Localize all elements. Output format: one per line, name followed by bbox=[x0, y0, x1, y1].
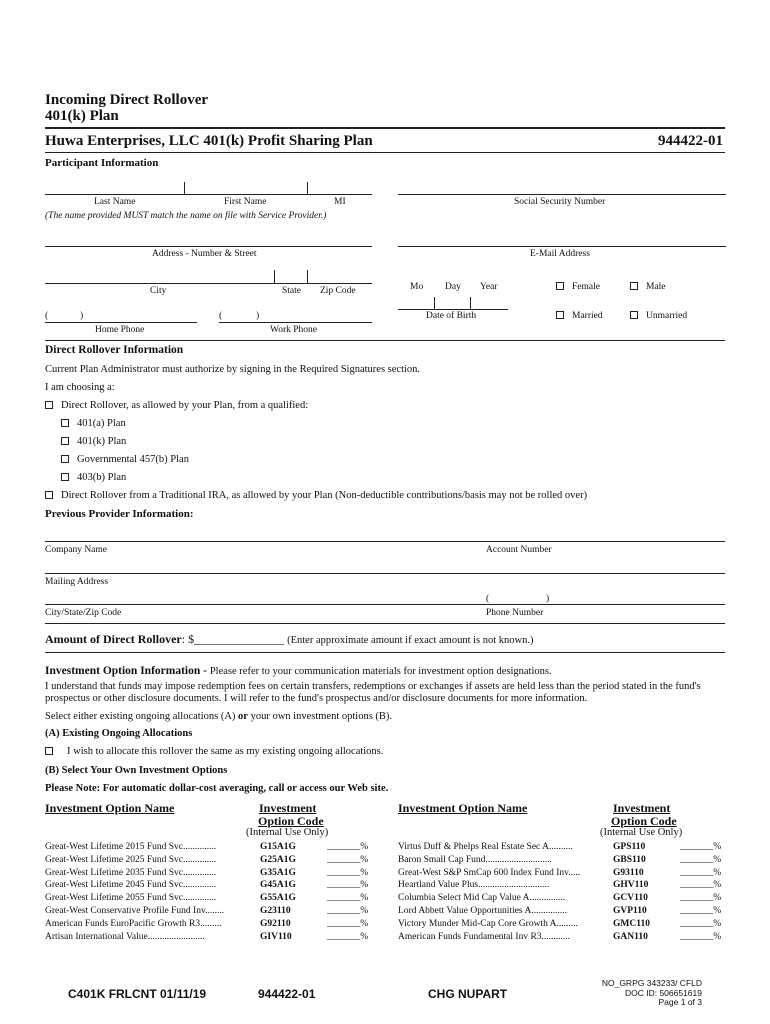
fund-percent-input[interactable]: _______% bbox=[327, 893, 369, 904]
option-403b[interactable] bbox=[61, 472, 126, 483]
fund-row bbox=[398, 906, 728, 918]
403b-label: 403(b) Plan bbox=[77, 472, 127, 483]
fund-percent-input[interactable]: _______% bbox=[680, 854, 722, 865]
fund-row bbox=[45, 855, 375, 867]
footer-form-id: C401K FRLCNT 01/11/19 bbox=[68, 987, 207, 1001]
home-phone-line[interactable] bbox=[45, 322, 197, 323]
fund-percent-input[interactable]: _______% bbox=[680, 867, 722, 878]
fund-code: G93110 bbox=[613, 867, 644, 878]
home-phone-paren-close: ) bbox=[80, 311, 84, 321]
unmarried-option[interactable] bbox=[630, 311, 687, 321]
amount-label: Amount of Direct Rollover bbox=[45, 632, 182, 646]
fund-percent-input[interactable]: _______% bbox=[327, 854, 369, 865]
fund-row bbox=[45, 842, 375, 854]
right-col-code-header-1: Investment bbox=[613, 801, 671, 815]
fund-percent-input[interactable]: _______% bbox=[680, 918, 722, 929]
ira-option[interactable] bbox=[45, 490, 587, 501]
select-or: or bbox=[238, 711, 248, 722]
plan-name: Huwa Enterprises, LLC 401(k) Profit Sharing Plan bbox=[45, 133, 373, 149]
fund-code: G45A1G bbox=[260, 880, 296, 891]
fund-percent-input[interactable]: _______% bbox=[327, 842, 369, 852]
dob-divider bbox=[470, 297, 471, 309]
fund-row bbox=[45, 906, 375, 918]
footer-plan-number: 944422-01 bbox=[258, 987, 316, 1001]
amount-row bbox=[45, 632, 534, 647]
fund-percent-input[interactable]: _______% bbox=[327, 880, 369, 891]
fund-name: Great-West S&P SmCap 600 Index Fund Inv..... bbox=[398, 867, 581, 878]
phone-number-label: Phone Number bbox=[486, 608, 544, 618]
married-option[interactable] bbox=[556, 311, 603, 321]
mailing-address-label: Mailing Address bbox=[45, 577, 109, 587]
fund-percent-input[interactable]: _______% bbox=[680, 880, 722, 891]
dob-label: Date of Birth bbox=[426, 311, 477, 321]
right-col-internal: (Internal Use Only) bbox=[600, 827, 683, 838]
fund-row bbox=[45, 919, 375, 931]
401a-label: 401(a) Plan bbox=[77, 418, 126, 429]
unmarried-checkbox[interactable] bbox=[630, 311, 638, 319]
footer-grpg: NO_GRPG 343233/ CFLD bbox=[601, 978, 702, 988]
investment-header bbox=[45, 661, 552, 679]
account-number-label: Account Number bbox=[486, 545, 552, 555]
option-a-title: (A) Existing Ongoing Allocations bbox=[45, 728, 193, 739]
left-col-internal: (Internal Use Only) bbox=[246, 827, 329, 838]
city-state-zip-label: City/State/Zip Code bbox=[45, 608, 122, 618]
fund-code: G55A1G bbox=[260, 893, 296, 904]
403b-checkbox[interactable] bbox=[61, 473, 69, 481]
city-divider bbox=[307, 270, 308, 283]
option-b-note: Please Note: For automatic dollar-cost averaging, call or access our Web site. bbox=[45, 783, 389, 794]
provider-phone-paren-open: ( bbox=[486, 594, 490, 604]
choosing-label: I am choosing a: bbox=[45, 382, 115, 393]
city-label: City bbox=[150, 286, 167, 296]
male-checkbox[interactable] bbox=[630, 282, 638, 290]
qualified-option[interactable] bbox=[45, 400, 308, 411]
email-line[interactable] bbox=[398, 246, 726, 247]
fund-name: American Funds Fundamental Inv R3............ bbox=[398, 931, 571, 942]
dob-line[interactable] bbox=[398, 309, 508, 310]
fund-name: Columbia Select Mid Cap Value A............... bbox=[398, 893, 566, 904]
fund-name: Great-West Lifetime 2035 Fund Svc.............. bbox=[45, 867, 217, 878]
name-divider bbox=[307, 182, 308, 194]
female-label: Female bbox=[572, 282, 600, 292]
footer-doc-id: DOC ID: 506651619 bbox=[624, 987, 702, 998]
fund-row bbox=[45, 868, 375, 880]
option-457b[interactable] bbox=[61, 454, 189, 465]
fund-percent-input[interactable]: _______% bbox=[680, 931, 722, 942]
city-divider bbox=[274, 270, 275, 283]
investment-section-note: Please refer to your communication materials for investment option designations. bbox=[209, 666, 552, 677]
city-state-zip-line[interactable] bbox=[45, 604, 725, 605]
fund-name: American Funds EuroPacific Growth R3......... bbox=[45, 918, 222, 929]
fund-name: Victory Munder Mid-Cap Core Growth A......... bbox=[398, 918, 578, 929]
457b-checkbox[interactable] bbox=[61, 455, 69, 463]
option-401k[interactable] bbox=[61, 436, 126, 447]
option-b-title: (B) Select Your Own Investment Options bbox=[45, 765, 228, 776]
plan-rule bbox=[45, 152, 725, 153]
name-note: (The name provided MUST match the name on file with Service Provider.) bbox=[45, 211, 327, 221]
participant-section-title: Participant Information bbox=[45, 157, 159, 169]
fund-name: Great-West Lifetime 2045 Fund Svc.............. bbox=[45, 880, 217, 891]
address-label: Address - Number & Street bbox=[152, 249, 257, 259]
fund-name: Heartland Value Plus.............................. bbox=[398, 880, 550, 891]
female-option[interactable] bbox=[556, 282, 600, 292]
option-401a[interactable] bbox=[61, 418, 126, 429]
footer-chg: CHG NUPART bbox=[428, 987, 508, 1001]
ssn-label: Social Security Number bbox=[514, 197, 606, 207]
ira-label: Direct Rollover from a Traditional IRA, as allowed by your Plan (Non-deductible contributions/basis may not be rolled over) bbox=[61, 490, 588, 501]
fund-name: Great-West Lifetime 2025 Fund Svc.............. bbox=[45, 854, 217, 865]
state-label: State bbox=[282, 286, 301, 296]
unmarried-label: Unmarried bbox=[646, 311, 688, 321]
company-line[interactable] bbox=[45, 541, 725, 542]
select-instruction bbox=[45, 711, 392, 722]
last-name-label: Last Name bbox=[94, 197, 136, 207]
457b-label: Governmental 457(b) Plan bbox=[77, 454, 189, 465]
first-name-label: First Name bbox=[224, 197, 267, 207]
right-col-name-header: Investment Option Name bbox=[398, 801, 528, 815]
fund-row bbox=[398, 842, 728, 854]
fund-row bbox=[45, 880, 375, 892]
fund-row bbox=[398, 868, 728, 880]
fund-percent-input[interactable]: _______% bbox=[680, 893, 722, 904]
fund-percent-input[interactable]: _______% bbox=[680, 906, 722, 916]
fund-percent-input[interactable]: _______% bbox=[327, 931, 369, 942]
city-line[interactable] bbox=[45, 283, 372, 284]
qualified-checkbox[interactable] bbox=[45, 401, 53, 409]
fund-name: Great-West Conservative Profile Fund Inv........ bbox=[45, 906, 225, 916]
fund-code: GIV110 bbox=[260, 931, 292, 942]
married-label: Married bbox=[572, 311, 603, 321]
fund-name: Great-West Lifetime 2015 Fund Svc.............. bbox=[45, 842, 217, 852]
work-phone-line[interactable] bbox=[219, 322, 372, 323]
401a-checkbox[interactable] bbox=[61, 419, 69, 427]
existing-allocations-checkbox[interactable] bbox=[45, 747, 53, 755]
left-col-code-header-2: Option Code bbox=[258, 814, 324, 828]
married-checkbox[interactable] bbox=[556, 311, 564, 319]
select-post: your own investment options (B). bbox=[247, 711, 393, 722]
name-line[interactable] bbox=[45, 194, 372, 195]
fund-percent-input[interactable]: _______% bbox=[327, 918, 369, 929]
redemption-paragraph: I understand that funds may impose redemption fees on certain transfers, redemptions or exchanges if assets are held less than the period stated in the fund's prospectus or other disclosure documents. I will refer to the fund's prospectus and/or disclosure documents for more information. bbox=[45, 681, 701, 704]
401k-label: 401(k) Plan bbox=[77, 436, 127, 447]
existing-allocations-label: I wish to allocate this rollover the same as my existing ongoing allocations. bbox=[67, 746, 384, 757]
home-phone-paren-open: ( bbox=[45, 311, 49, 321]
form-subtitle: 401(k) Plan bbox=[45, 108, 119, 124]
section-rule bbox=[45, 623, 725, 624]
fund-code: GCV110 bbox=[613, 893, 648, 904]
fund-code: GMC110 bbox=[613, 918, 650, 929]
401k-checkbox[interactable] bbox=[61, 437, 69, 445]
select-pre: Select either existing ongoing allocations (A) bbox=[45, 711, 239, 722]
name-divider bbox=[184, 182, 185, 194]
section-rule bbox=[45, 340, 725, 341]
fund-row bbox=[398, 893, 728, 905]
footer-doc-info bbox=[602, 979, 702, 1008]
ssn-line[interactable] bbox=[398, 194, 726, 195]
fund-code: GVP110 bbox=[613, 906, 647, 916]
fund-name: Lord Abbett Value Opportunities A............... bbox=[398, 906, 567, 916]
provider-phone-paren-close: ) bbox=[546, 594, 550, 604]
dob-year-label: Year bbox=[480, 282, 498, 292]
fund-name: Great-West Lifetime 2055 Fund Svc.............. bbox=[45, 893, 217, 904]
footer-page: Page 1 of 3 bbox=[658, 997, 702, 1007]
investment-section-title: Investment Option Information - bbox=[45, 665, 210, 677]
zip-label: Zip Code bbox=[320, 286, 356, 296]
fund-percent-input[interactable]: _______% bbox=[327, 906, 369, 916]
fund-code: G25A1G bbox=[260, 854, 296, 865]
female-checkbox[interactable] bbox=[556, 282, 564, 290]
fund-code: GBS110 bbox=[613, 854, 646, 865]
mailing-address-line[interactable] bbox=[45, 573, 725, 574]
rollover-section-title: Direct Rollover Information bbox=[45, 344, 184, 356]
dob-month-label: Mo bbox=[410, 282, 424, 292]
fund-code: G92110 bbox=[260, 918, 291, 929]
fund-row bbox=[398, 919, 728, 931]
admin-note: Current Plan Administrator must authorize by signing in the Required Signatures section. bbox=[45, 364, 421, 375]
fund-name: Artisan International Value........................ bbox=[45, 931, 205, 942]
section-rule bbox=[45, 652, 725, 653]
dob-day-label: Day bbox=[445, 282, 461, 292]
fund-code: GHV110 bbox=[613, 880, 649, 891]
left-col-name-header: Investment Option Name bbox=[45, 801, 175, 815]
dob-divider bbox=[434, 297, 435, 309]
work-phone-paren-open: ( bbox=[219, 311, 223, 321]
email-label: E-Mail Address bbox=[530, 249, 590, 259]
male-label: Male bbox=[646, 282, 666, 292]
amount-input[interactable]: : $_______________ bbox=[181, 632, 285, 646]
qualified-label: Direct Rollover, as allowed by your Plan, from a qualified: bbox=[61, 400, 309, 411]
mi-label: MI bbox=[334, 197, 346, 207]
fund-code: G35A1G bbox=[260, 867, 296, 878]
fund-row bbox=[398, 880, 728, 892]
male-option[interactable] bbox=[630, 282, 666, 292]
provider-section-title: Previous Provider Information: bbox=[45, 508, 194, 520]
amount-note: (Enter approximate amount if exact amount is not known.) bbox=[287, 635, 534, 646]
work-phone-paren-close: ) bbox=[256, 311, 260, 321]
right-col-code-header-2: Option Code bbox=[611, 814, 677, 828]
option-a-choice[interactable] bbox=[45, 746, 383, 757]
home-phone-label: Home Phone bbox=[95, 325, 145, 335]
plan-number: 944422-01 bbox=[658, 133, 723, 149]
fund-name: Virtus Duff & Phelps Real Estate Sec A.......... bbox=[398, 842, 573, 852]
address-line[interactable] bbox=[45, 246, 372, 247]
fund-code: G15A1G bbox=[260, 842, 296, 852]
fund-row bbox=[398, 855, 728, 867]
fund-percent-input[interactable]: _______% bbox=[680, 842, 722, 852]
ira-checkbox[interactable] bbox=[45, 491, 53, 499]
left-col-code-header-1: Investment bbox=[259, 801, 317, 815]
fund-percent-input[interactable]: _______% bbox=[327, 867, 369, 878]
company-name-label: Company Name bbox=[45, 545, 108, 555]
fund-name: Baron Small Cap Fund............................ bbox=[398, 854, 552, 865]
fund-code: GAN110 bbox=[613, 931, 648, 942]
fund-row bbox=[45, 932, 375, 944]
work-phone-label: Work Phone bbox=[270, 325, 317, 335]
form-title: Incoming Direct Rollover bbox=[45, 92, 209, 108]
fund-code: G23110 bbox=[260, 906, 291, 916]
fund-row bbox=[45, 893, 375, 905]
fund-code: GPS110 bbox=[613, 842, 646, 852]
title-rule bbox=[45, 127, 725, 129]
fund-row bbox=[398, 932, 728, 944]
